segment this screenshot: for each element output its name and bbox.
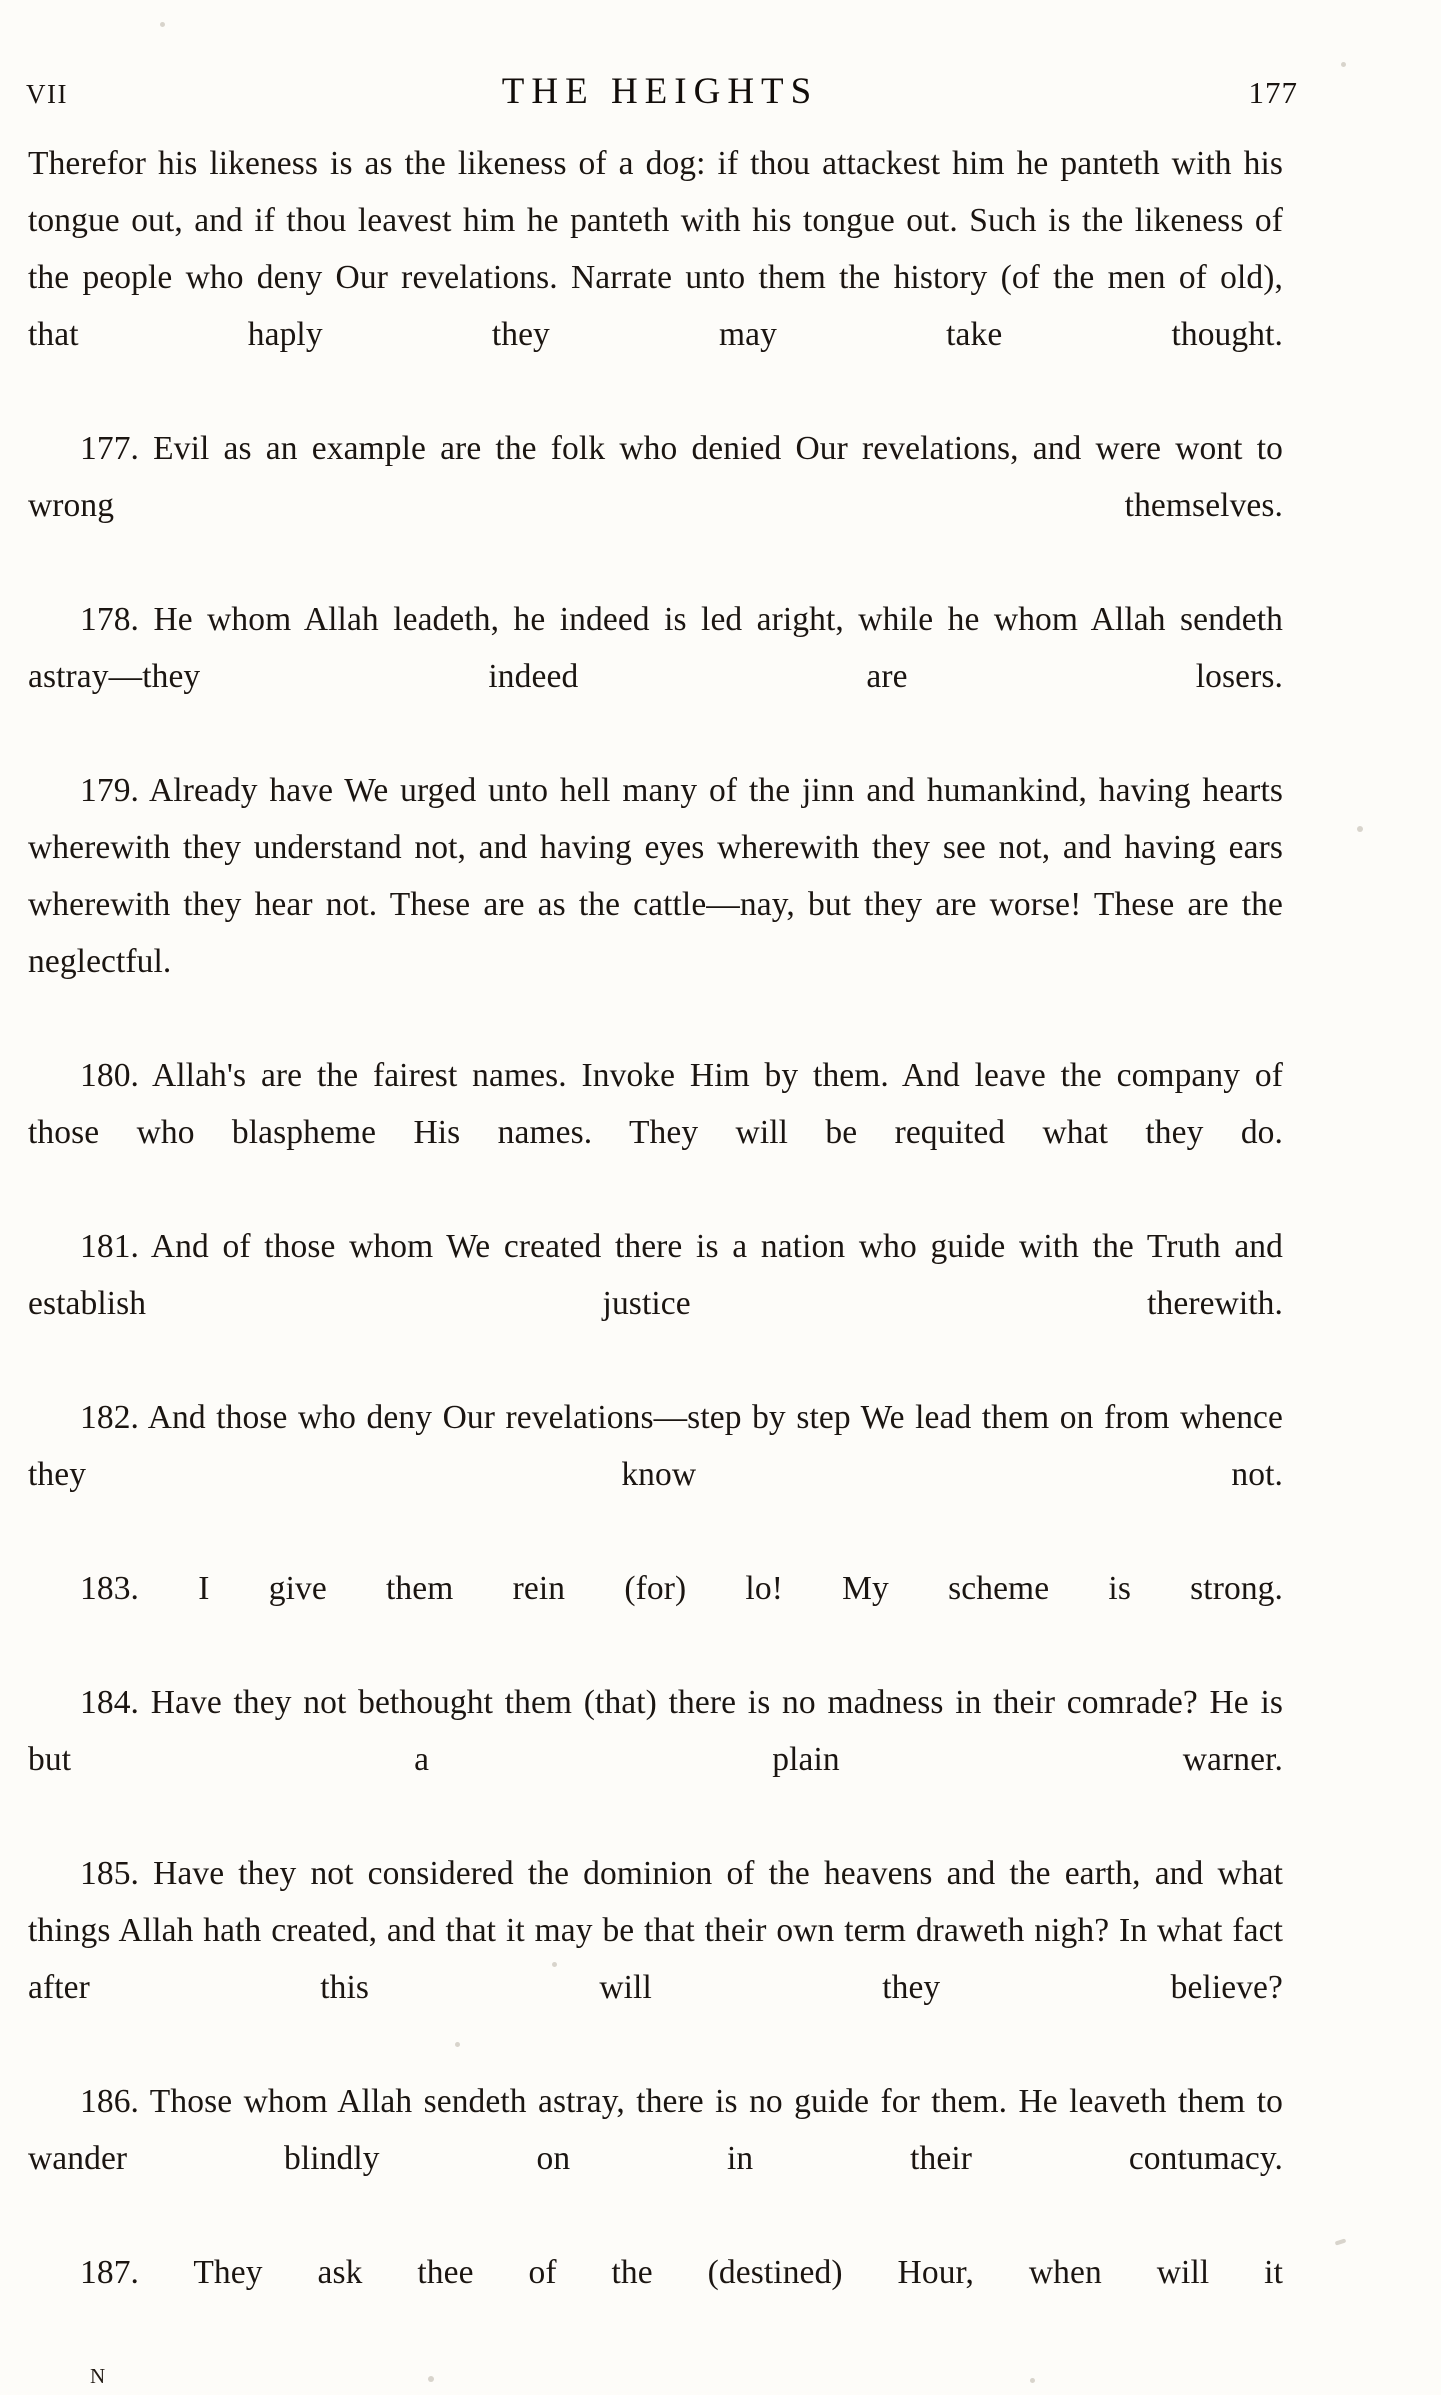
text-block [28, 135, 1283, 2389]
verse-paragraph: 179. Already have We urged unto hell many of the jinn and humankind, having hearts wherewith they understand not, and having eyes wherewith they see not, and having ears wherewith they hear not. These are as the cattle—nay, but they are worse! These are the neglectful. [28, 772, 1283, 980]
verse-paragraph: 182. And those who deny Our revelations—step by step We lead them on from whence they know not. [28, 1399, 1283, 1493]
verse-paragraph: 178. He whom Allah leadeth, he indeed is led aright, while he whom Allah sendeth astray—they indeed are losers. [28, 601, 1283, 695]
verse-paragraph: 187. They ask thee of the (destined) Hour, when will it [80, 2254, 1283, 2291]
verse-paragraph: 185. Have they not considered the dominion of the heavens and the earth, and what things Allah hath created, and that it may be that their own term draweth nigh? In what fact after this will they believe? [28, 1855, 1283, 2006]
verse-paragraph: 183. I give them rein (for) lo! My scheme is strong. [80, 1570, 1283, 1607]
scan-speck [1357, 826, 1363, 832]
scan-speck [1341, 62, 1346, 67]
scan-speck [1335, 2238, 1347, 2245]
page-number: 177 [1248, 75, 1298, 110]
page-content [22, 70, 1322, 2389]
running-head [22, 70, 1322, 113]
verse-paragraph: 180. Allah's are the fairest names. Invoke Him by them. And leave the company of those who blaspheme His names. They will be requited what they do. [28, 1057, 1283, 1151]
verse-paragraph: 177. Evil as an example are the folk who denied Our revelations, and were wont to wrong themselves. [28, 430, 1283, 524]
verse-paragraph: 181. And of those whom We created there is a nation who guide with the Truth and establish justice therewith. [28, 1228, 1283, 1322]
signature-mark: N [90, 2364, 107, 2388]
chapter-number: VII [26, 79, 68, 109]
verse-paragraph: 186. Those whom Allah sendeth astray, there is no guide for them. He leaveth them to wander blindly on in their contumacy. [28, 2083, 1283, 2177]
verse-paragraph: Therefor his likeness is as the likeness of a dog: if thou attackest him he panteth with his tongue out, and if thou leavest him he panteth with his tongue out. Such is the likeness of the people who deny Our revelations. Narrate unto them the history (of the men of old), that haply they may take thought. [28, 145, 1283, 353]
scan-speck [160, 22, 165, 27]
page-title: THE HEIGHTS [501, 71, 819, 112]
verse-paragraph: 184. Have they not bethought them (that) there is no madness in their comrade? He is but a plain warner. [28, 1684, 1283, 1778]
